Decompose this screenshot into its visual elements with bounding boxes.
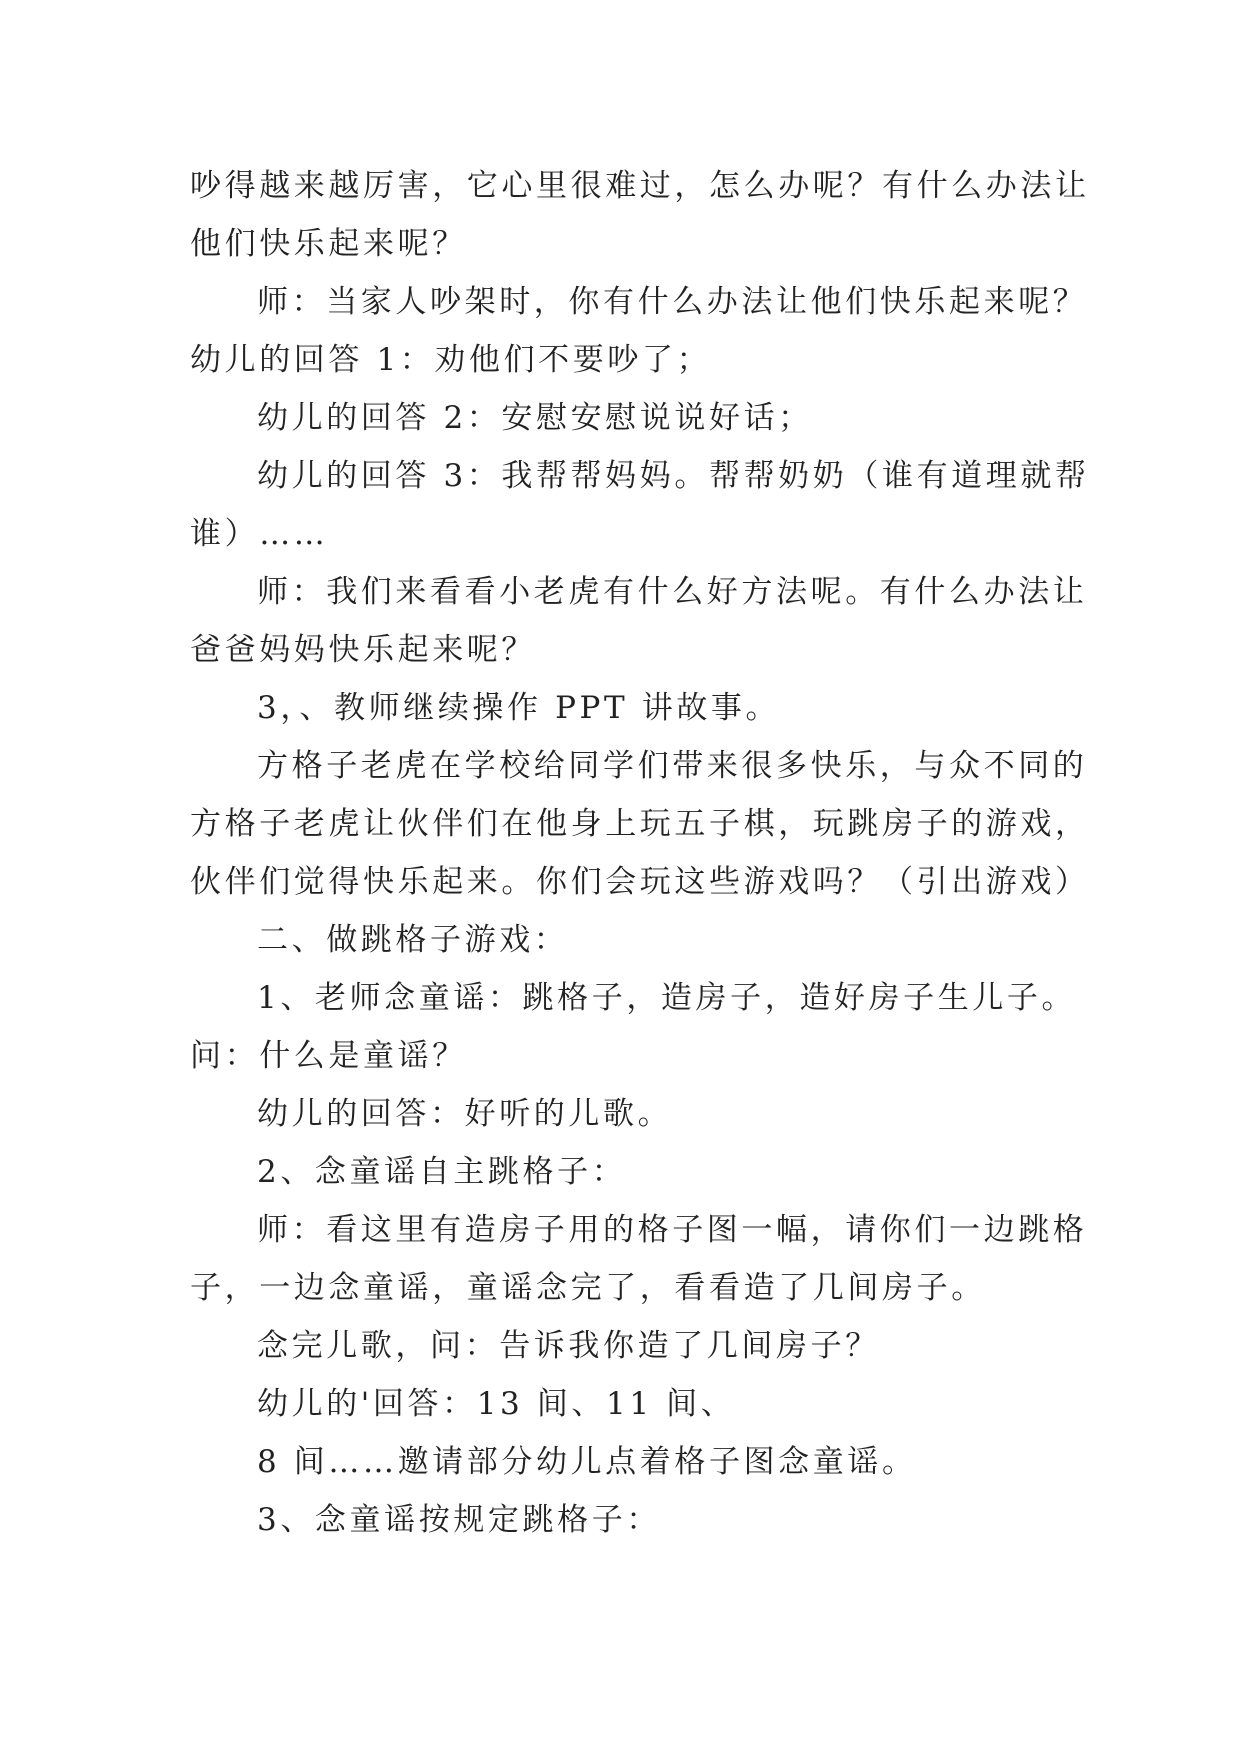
text-line-1: 吵得越来越厉害，它心里很难过，怎么办呢？有什么办法让 [190, 168, 1090, 204]
text-line-15: 1、老师念童谣：跳格子，造房子，造好房子生儿子。 [257, 980, 1077, 1016]
text-line-24: 3、念童谣按规定跳格子： [257, 1502, 661, 1538]
text-line-12: 方格子老虎让伙伴们在他身上玩五子棋，玩跳房子的游戏， [190, 806, 1090, 842]
text-line-3: 师：当家人吵架时，你有什么办法让他们快乐起来呢？ [257, 284, 1088, 320]
text-line-19: 师：看这里有造房子用的格子图一幅，请你们一边跳格 [257, 1212, 1088, 1248]
text-line-20: 子，一边念童谣，童谣念完了，看看造了几间房子。 [190, 1270, 986, 1306]
text-line-2: 他们快乐起来呢？ [190, 226, 467, 262]
text-line-16: 问：什么是童谣？ [190, 1038, 467, 1074]
text-line-14: 二、做跳格子游戏： [257, 922, 569, 958]
text-line-22: 幼儿的'回答：13 间、11 间、 [257, 1386, 736, 1422]
text-line-17: 幼儿的回答：好听的儿歌。 [257, 1096, 673, 1132]
document-body [190, 157, 1090, 1549]
text-line-7: 谁）…… [190, 516, 329, 552]
text-line-4: 幼儿的回答 1：劝他们不要吵了； [190, 342, 712, 378]
text-line-21: 念完儿歌，问：告诉我你造了几间房子？ [257, 1328, 880, 1364]
text-line-23: 8 间……邀请部分幼儿点着格子图念童谣。 [257, 1444, 917, 1480]
text-line-18: 2、念童谣自主跳格子： [257, 1154, 627, 1190]
text-line-11: 方格子老虎在学校给同学们带来很多快乐，与众不同的 [257, 748, 1088, 784]
text-line-9: 爸爸妈妈快乐起来呢？ [190, 632, 536, 668]
text-line-6: 幼儿的回答 3：我帮帮妈妈。帮帮奶奶（谁有道理就帮 [257, 458, 1090, 494]
text-line-13: 伙伴们觉得快乐起来。你们会玩这些游戏吗？（引出游戏） [190, 864, 1090, 900]
text-line-8: 师：我们来看看小老虎有什么好方法呢。有什么办法让 [257, 574, 1088, 610]
text-line-5: 幼儿的回答 2：安慰安慰说说好话； [257, 400, 813, 436]
text-line-10: 3，、教师继续操作 PPT 讲故事。 [257, 690, 781, 726]
